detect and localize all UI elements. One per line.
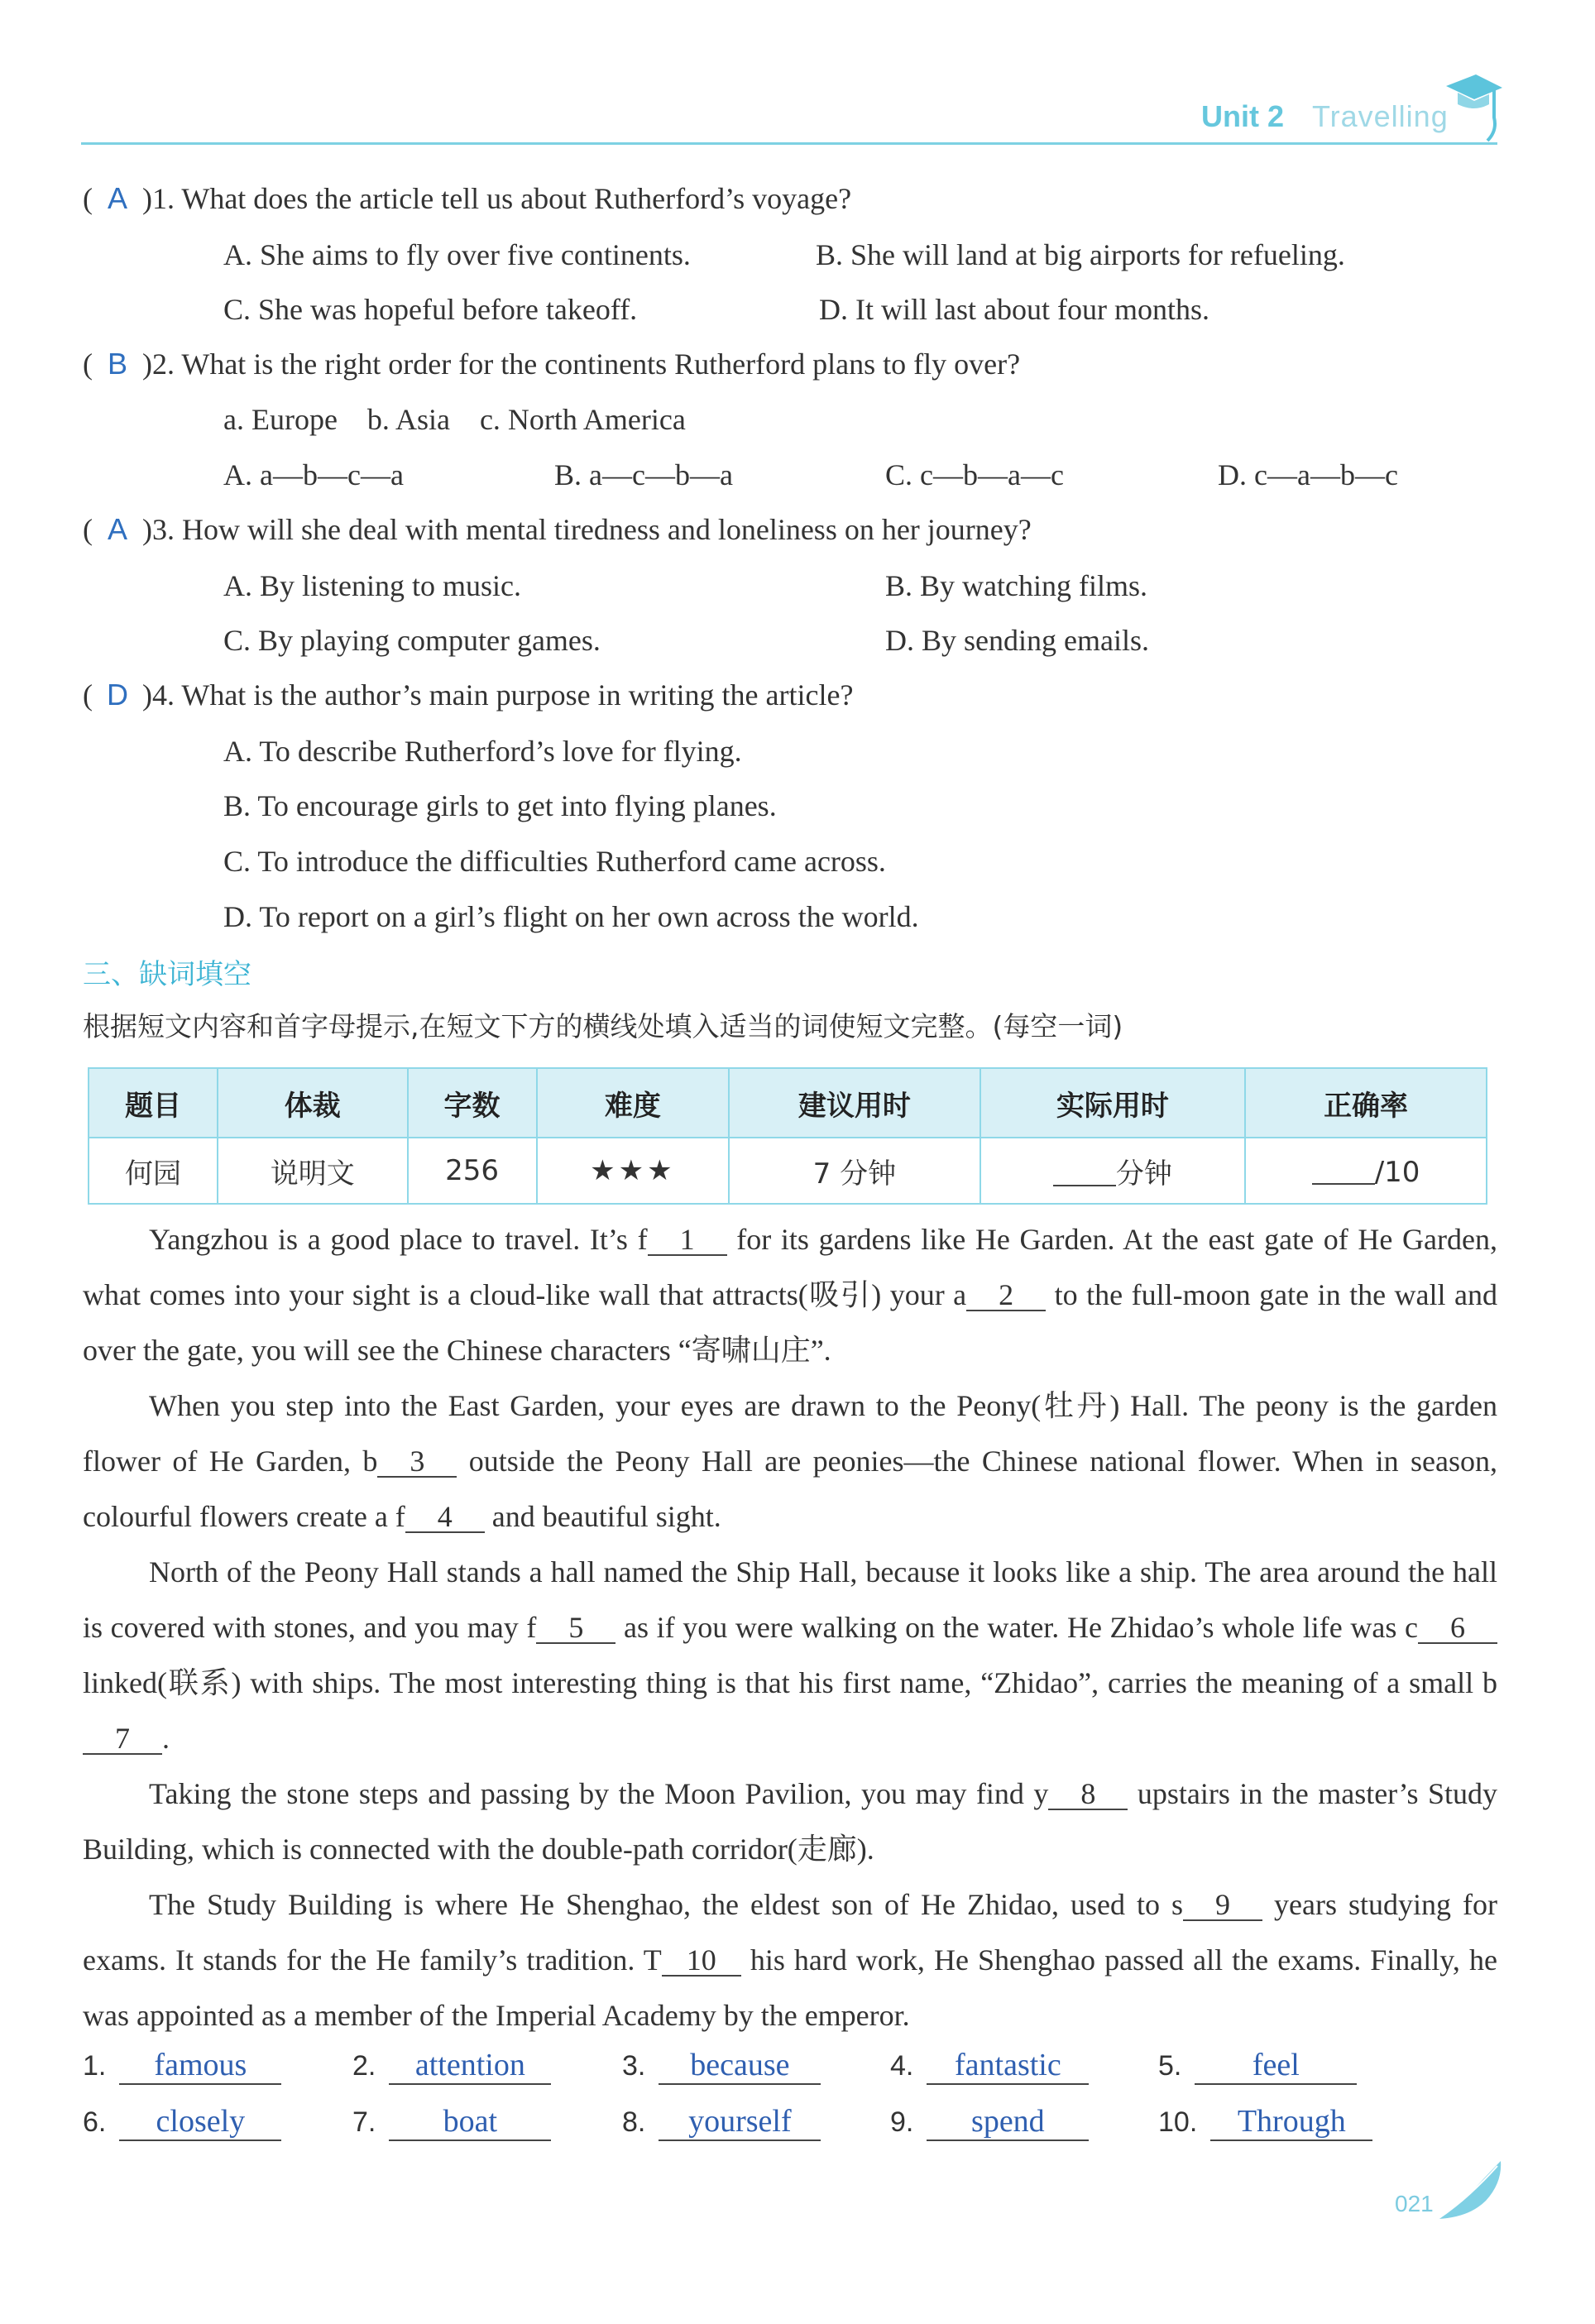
paragraph-1: Yangzhou is a good place to travel. It’s f 1 for its gardens like He Garden. At the east gate of He Garden, what comes into your sight is a cloud-like wall that attracts(吸引) your a 2 to the full-moon gate in the wall and over the gate, you will see the Chinese characters “寄啸山庄”.: [83, 1223, 1497, 1367]
q4-option-b: B. To encourage girls to get into flying planes.: [223, 789, 777, 822]
answer-9-value[interactable]: spend: [927, 2103, 1089, 2141]
question-3: ( A )3. How will she deal with mental tiredness and loneliness on her journey?: [83, 510, 1032, 549]
question-1-stem: )1. What does the article tell us about Rutherford’s voyage?: [142, 182, 852, 215]
q3-option-c: C. By playing computer games.: [223, 624, 601, 657]
question-3-stem: )3. How will she deal with mental tiredness and loneliness on her journey?: [142, 513, 1032, 546]
question-1-answer: A: [107, 181, 127, 215]
header-actual-time: 实际用时: [980, 1068, 1246, 1138]
cell-word-count: 256: [408, 1138, 537, 1204]
gap-8: 8: [1048, 1779, 1128, 1810]
question-4: ( D )4. What is the author’s main purpose in writing the article?: [83, 675, 853, 715]
feather-icon: [1431, 2158, 1506, 2224]
gap-3: 3: [377, 1446, 457, 1478]
answer-4: 4. fantastic: [890, 2047, 1089, 2085]
q1-option-d: D. It will last about four months.: [819, 293, 1209, 326]
header-word-count: 字数: [408, 1068, 537, 1138]
q1-option-a: A. She aims to fly over five continents.: [223, 238, 691, 271]
section-title: 三、缺词填空: [83, 958, 251, 991]
answer-2: 2. attention: [352, 2047, 551, 2085]
answer-7-value[interactable]: boat: [389, 2103, 551, 2141]
gap-2: 2: [966, 1280, 1046, 1311]
cell-suggested-time: 7 分钟: [729, 1138, 980, 1204]
question-2-stem: )2. What is the right order for the continents Rutherford plans to fly over?: [142, 347, 1021, 381]
info-table-row: [89, 1138, 1487, 1204]
gap-4: 4: [405, 1502, 485, 1533]
answer-2-value[interactable]: attention: [389, 2047, 551, 2085]
actual-time-blank[interactable]: [1053, 1155, 1116, 1186]
header-divider: [81, 142, 1497, 145]
question-4-stem: )4. What is the author’s main purpose in writing the article?: [142, 678, 854, 712]
gap-7: 7: [83, 1723, 162, 1755]
header-genre: 体裁: [218, 1068, 408, 1138]
unit-title: Travelling: [1312, 99, 1449, 133]
question-2-answer: B: [107, 347, 127, 381]
cell-actual-time: 分钟: [980, 1138, 1246, 1204]
paragraph-4: Taking the stone steps and passing by the Moon Pavilion, you may find y 8 upstairs in the master’s Study Building, which is connected with the double-path corridor(走廊).: [83, 1777, 1498, 1866]
q2-option-a: A. a—b—c—a: [223, 458, 404, 491]
answer-1-value[interactable]: famous: [119, 2047, 281, 2085]
header-difficulty: 难度: [537, 1068, 730, 1138]
question-1: ( A )1. What does the article tell us about Rutherford’s voyage?: [83, 179, 851, 218]
answer-8-value[interactable]: yourself: [659, 2103, 821, 2141]
cell-topic: 何园: [89, 1138, 218, 1204]
answer-5-value[interactable]: feel: [1195, 2047, 1357, 2085]
q3-option-d: D. By sending emails.: [885, 624, 1149, 657]
answer-9: 9. spend: [890, 2103, 1089, 2141]
question-4-answer: D: [107, 678, 128, 712]
question-2: ( B )2. What is the right order for the continents Rutherford plans to fly over?: [83, 344, 1020, 384]
cell-genre: 说明文: [218, 1138, 408, 1204]
gap-5: 5: [536, 1612, 615, 1644]
paragraph-5: The Study Building is where He Shenghao, the eldest son of He Zhidao, used to s 9 years studying for exams. It stands for the He family’s tradition. T 10 his hard work, He Shenghao passed all the exams. Finally, he was appointed as a member of the Imperial Academy by the emperor.: [83, 1888, 1497, 2032]
answer-3: 3. because: [622, 2047, 821, 2085]
info-table: [88, 1067, 1487, 1205]
answer-row-1: [83, 2047, 1506, 2096]
gap-9: 9: [1183, 1890, 1262, 1921]
answer-row-2: [83, 2103, 1506, 2153]
section-instruction: 根据短文内容和首字母提示,在短文下方的横线处填入适当的词使短文完整。(每空一词): [83, 1010, 1123, 1042]
q4-option-d: D. To report on a girl’s flight on her own across the world.: [223, 900, 919, 933]
answer-10-value[interactable]: Through: [1210, 2103, 1372, 2141]
q1-option-c: C. She was hopeful before takeoff.: [223, 293, 638, 326]
graduation-cap-icon: [1439, 68, 1506, 144]
q1-option-b: B. She will land at big airports for refueling.: [816, 238, 1345, 271]
info-table-header: [89, 1068, 1487, 1138]
q4-option-c: C. To introduce the difficulties Rutherford came across.: [223, 845, 886, 878]
header-accuracy: 正确率: [1245, 1068, 1487, 1138]
answer-6-value[interactable]: closely: [119, 2103, 281, 2141]
question-3-answer: A: [107, 512, 127, 546]
paragraph-2: When you step into the East Garden, your eyes are drawn to the Peony(牡丹) Hall. The peony is the garden flower of He Garden, b 3 outside the Peony Hall are peonies—the Chinese national flower. When in season, colourful flowers create a f 4 and beautiful sight.: [83, 1389, 1497, 1533]
q2-continents: a. Europe b. Asia c. North America: [223, 403, 686, 436]
unit-label: Unit 2: [1201, 99, 1285, 133]
gap-10: 10: [662, 1945, 741, 1977]
answer-7: 7. boat: [352, 2103, 551, 2141]
cell-accuracy: /10: [1245, 1138, 1487, 1204]
passage: [83, 1212, 1497, 2044]
q2-option-c: C. c—b—a—c: [885, 458, 1064, 491]
answer-6: 6. closely: [83, 2103, 281, 2141]
answer-5: 5. feel: [1158, 2047, 1357, 2085]
q3-option-b: B. By watching films.: [885, 569, 1147, 602]
answer-1: 1. famous: [83, 2047, 281, 2085]
cell-difficulty: ★★★: [537, 1138, 730, 1204]
q2-option-d: D. c—a—b—c: [1218, 458, 1398, 491]
answer-8: 8. yourself: [622, 2103, 821, 2141]
header-topic: 题目: [89, 1068, 218, 1138]
header-suggested-time: 建议用时: [729, 1068, 980, 1138]
answer-10: 10. Through: [1158, 2103, 1372, 2141]
q2-option-b: B. a—c—b—a: [554, 458, 733, 491]
accuracy-blank[interactable]: [1312, 1153, 1375, 1185]
gap-6: 6: [1418, 1612, 1497, 1644]
q4-option-a: A. To describe Rutherford’s love for flying.: [223, 735, 742, 768]
answer-4-value[interactable]: fantastic: [927, 2047, 1089, 2085]
answer-3-value[interactable]: because: [659, 2047, 821, 2085]
paragraph-3: North of the Peony Hall stands a hall named the Ship Hall, because it looks like a ship. The area around the hall is covered with stones, and you may f 5 as if you were walking on the water. He Zhidao’s whole life was c 6 linked(联系) with ships. The most interesting thing is that his first name, “Zhidao”, carries the meaning of a small b7 .: [83, 1555, 1497, 1755]
gap-1: 1: [648, 1224, 727, 1256]
q3-option-a: A. By listening to music.: [223, 569, 521, 602]
page-number: 021: [1395, 2191, 1434, 2216]
